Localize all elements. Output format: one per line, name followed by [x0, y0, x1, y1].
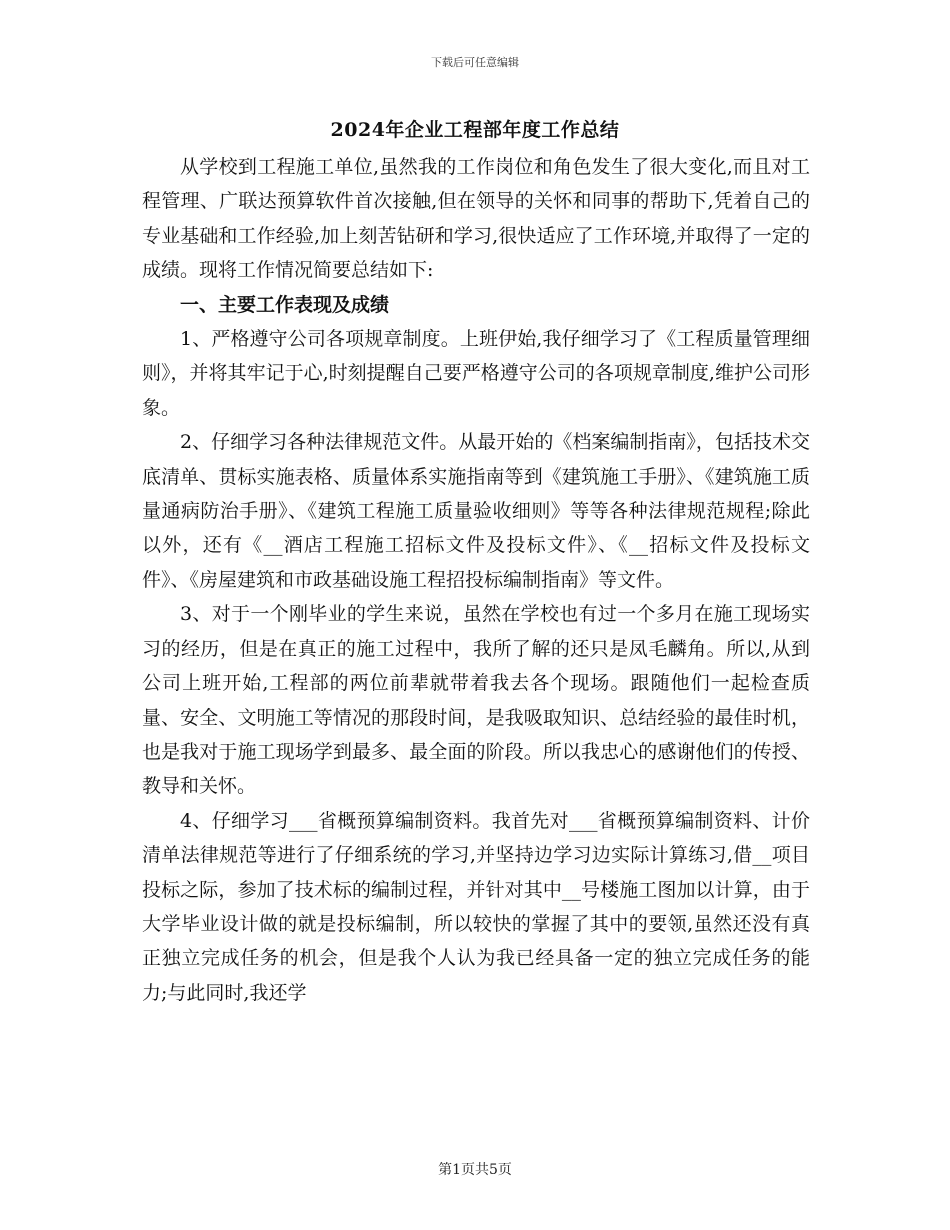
page-number: 第1页共5页 [438, 1162, 512, 1178]
paragraph-item-4: 4、仔细学习___省概预算编制资料。我首先对___省概预算编制资料、计价清单法律规范等进行了仔细系统的学习,并坚持边学习边实际计算练习,借__项目投标之际，参加了技术标的编制过程，并针对其中__号楼施工图加以计算，由于大学毕业设计做的就是投标编制，所以较快的掌握了其中的要领,虽然还没有真正独立完成任务的机会，但是我个人认为我已经具备一定的独立完成任务的能力;与此同时,我还学 [142, 809, 810, 1004]
paragraph-item-3: 3、对于一个刚毕业的学生来说，虽然在学校也有过一个多月在施工现场实习的经历，但是在真正的施工过程中，我所了解的还只是凤毛麟角。所以,从到公司上班开始,工程部的两位前辈就带着我去各个现场。跟随他们一起检查质量、安全、文明施工等情况的那段时间，是我吸取知识、总结经验的最佳时机，也是我对于施工现场学到最多、最全面的阶段。所以我忠心的感谢他们的传授、教导和关怀。 [142, 603, 810, 798]
document-body [142, 150, 810, 1010]
document-title: 2024年企业工程部年度工作总结 [330, 119, 620, 141]
section-heading: 一、主要工作表现及成绩 [180, 293, 390, 316]
paragraph-item-1: 1、严格遵守公司各项规章制度。上班伊始,我仔细学习了《工程质量管理细则》，并将其牢记于心,时刻提醒自己要严格遵守公司的各项规章制度,维护公司形象。 [142, 328, 810, 419]
header-note: 下载后可任意编辑 [431, 56, 519, 69]
intro-paragraph: 从学校到工程施工单位,虽然我的工作岗位和角色发生了很大变化,而且对工程管理、广联达预算软件首次接触,但在领导的关怀和同事的帮助下,凭着自己的专业基础和工作经验,加上刻苦钻研和学习,很快适应了工作环境,并取得了一定的成绩。现将工作情况简要总结如下: [142, 156, 810, 282]
paragraph-item-2: 2、仔细学习各种法律规范文件。从最开始的《档案编制指南》，包括技术交底清单、贯标实施表格、质量体系实施指南等到《建筑施工手册》、《建筑施工质量通病防治手册》、《建筑工程施工质量验收细则》等等各种法律规范规程;除此以外，还有《__酒店工程施工招标文件及投标文件》、《__招标文件及投标文件》、《房屋建筑和市政基础设施工程招投标编制指南》等文件。 [142, 431, 810, 591]
